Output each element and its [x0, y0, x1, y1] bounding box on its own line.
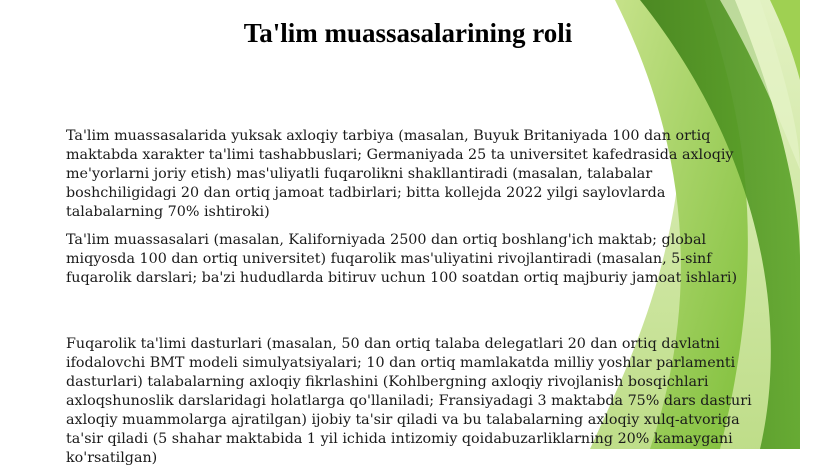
- paragraph-civic-responsibility: Ta'lim muassasalari (masalan, Kaliforniyada 2500 dan ortiq boshlang'ich maktab; global miqyosda 100 dan ortiq universitet) fuqarolik mas'uliyatini rivojlantiradi (masalan, 5-sinf fuqarolik darslari; ba'zi hududlarda bitiruv uchun 100 soatdan ortiq majburiy jamoat ishlari): [66, 232, 738, 286]
- paragraph-education-ethics: Ta'lim muassasalarida yuksak axloqiy tarbiya (masalan, Buyuk Britaniyada 100 dan ortiq maktabda xarakter ta'limi tashabbuslari; Germaniyada 25 ta universitet kafedrasida axloqiy me'yorlarni joriy etish) mas'uliyatli fuqarolikni shakllantiradi (masalan, talabalar boshchiligidagi 20 dan ortiq jamoat tadbirlari; bitta kollejda 2022 yilgi saylovlarda talabalarning 70% ishtiroki): [66, 128, 734, 220]
- slide-title: Ta'lim muassasalarining roli: [243, 18, 573, 48]
- paragraph-civic-programs: Fuqarolik ta'limi dasturlari (masalan, 50 dan ortiq talaba delegatlari 20 dan ortiq davlatni ifodalovchi BMT modeli simulyatsiyalari; 10 dan ortiq mamlakatda milliy yoshlar parlamenti dasturlari) talabalarning axloqiy fikrlashini (Kohlbergning axloqiy rivojlanish bosqichlari axloqshunoslik darslaridagi holatlarga qo'llaniladi; Fransiyadagi 3 maktabda 75% dars dasturi axloqiy muammolarga ajratilgan) ijobiy ta'sir qiladi va bu talabalarning axloqiy xulq-atvoriga ta'sir qiladi (5 shahar maktabida 1 yil ichida intizomiy qoidabuzarliklarning 20% kamaygani ko'rsatilgan): [66, 336, 752, 466]
